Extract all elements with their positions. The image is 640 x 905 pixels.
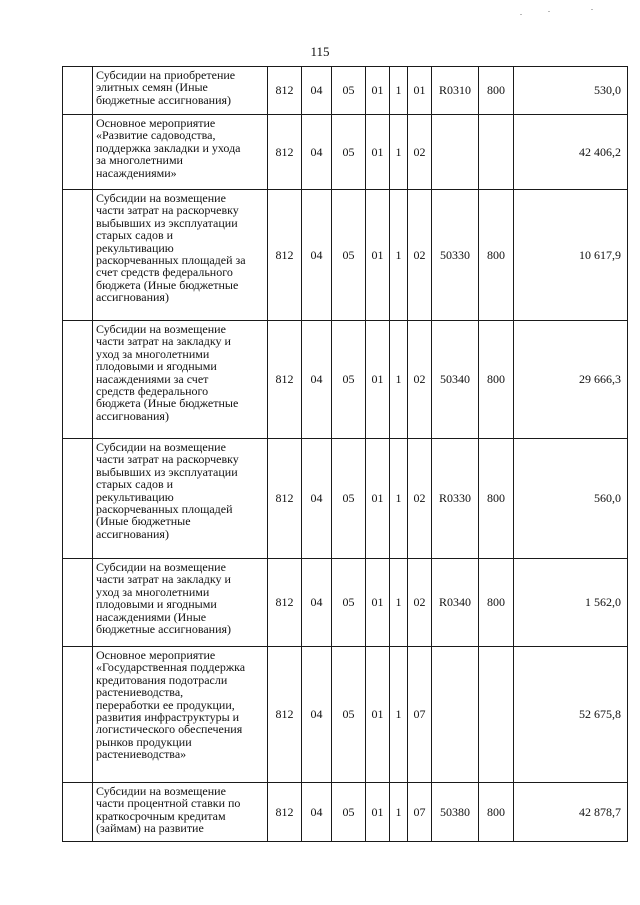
subprogram-code-cell: 1 [390,190,408,321]
event-code-cell: 07 [408,647,432,783]
direction-code-cell [432,647,479,783]
event-code-cell: 01 [408,67,432,115]
table-row [63,190,628,321]
section-code-cell: 04 [302,190,332,321]
subprogram-code-cell: 1 [390,647,408,783]
row-marker-cell [63,559,93,647]
expense-type-code-cell [479,115,514,190]
program-code-cell: 01 [366,321,390,439]
event-code-cell: 02 [408,190,432,321]
subsection-code-cell: 05 [332,647,366,783]
expense-name-cell: Субсидии на возмещение части затрат на раскорчевку выбывших из эксплуатации старых садов и рекультивацию раскорчеванных площадей (Иные бюджетные ассигнования) [93,439,268,559]
expense-name-cell: Субсидии на приобретение элитных семян (Иные бюджетные ассигнования) [93,67,268,115]
row-marker-cell [63,67,93,115]
scan-speck [591,9,593,10]
row-marker-cell [63,647,93,783]
subsection-code-cell: 05 [332,67,366,115]
section-code-cell: 04 [302,439,332,559]
amount-cell: 42 878,7 [514,783,628,842]
event-code-cell: 02 [408,439,432,559]
expense-type-code-cell: 800 [479,439,514,559]
section-code-cell: 04 [302,115,332,190]
event-code-cell: 02 [408,115,432,190]
subsection-code-cell: 05 [332,783,366,842]
event-code-cell: 07 [408,783,432,842]
direction-code-cell: 50330 [432,190,479,321]
amount-cell: 42 406,2 [514,115,628,190]
table-row [63,439,628,559]
program-code-cell: 01 [366,67,390,115]
expense-name-cell: Основное мероприятие «Государственная поддержка кредитования подотрасли растениеводства, переработки ее продукции, развития инфраструктуры и логистического обеспечения рынков продукции растениеводства» [93,647,268,783]
admin-code-cell: 812 [268,67,302,115]
table-body [63,67,628,842]
section-code-cell: 04 [302,67,332,115]
direction-code-cell: R0330 [432,439,479,559]
subsection-code-cell: 05 [332,321,366,439]
amount-cell: 530,0 [514,67,628,115]
section-code-cell: 04 [302,647,332,783]
subprogram-code-cell: 1 [390,439,408,559]
table-row [63,321,628,439]
direction-code-cell: R0310 [432,67,479,115]
table-row [63,647,628,783]
scan-speck [520,14,522,15]
amount-cell: 29 666,3 [514,321,628,439]
expense-name-cell: Субсидии на возмещение части затрат на раскорчевку выбывших из эксплуатации старых садов и рекультивацию раскорчеванных площадей за счет средств федерального бюджета (Иные бюджетные ассигнования) [93,190,268,321]
row-marker-cell [63,783,93,842]
section-code-cell: 04 [302,321,332,439]
table-row [63,67,628,115]
admin-code-cell: 812 [268,439,302,559]
admin-code-cell: 812 [268,321,302,439]
row-marker-cell [63,439,93,559]
program-code-cell: 01 [366,559,390,647]
subprogram-code-cell: 1 [390,115,408,190]
table-row [63,115,628,190]
expense-name-cell: Основное мероприятие «Развитие садоводства, поддержка закладки и ухода за многолетними насаждениями» [93,115,268,190]
admin-code-cell: 812 [268,559,302,647]
expense-name-cell: Субсидии на возмещение части затрат на закладку и уход за многолетними плодовыми и ягодными насаждениями за счет средств федерального бюджета (Иные бюджетные ассигнования) [93,321,268,439]
program-code-cell: 01 [366,439,390,559]
expense-type-code-cell: 800 [479,67,514,115]
scan-speck [548,11,550,12]
expense-type-code-cell: 800 [479,783,514,842]
program-code-cell: 01 [366,783,390,842]
subprogram-code-cell: 1 [390,321,408,439]
amount-cell: 10 617,9 [514,190,628,321]
expense-name-cell: Субсидии на возмещение части затрат на закладку и уход за многолетними плодовыми и ягодными насаждениями (Иные бюджетные ассигнования) [93,559,268,647]
direction-code-cell [432,115,479,190]
table-row [63,783,628,842]
subsection-code-cell: 05 [332,115,366,190]
row-marker-cell [63,190,93,321]
expense-type-code-cell: 800 [479,559,514,647]
subprogram-code-cell: 1 [390,559,408,647]
row-marker-cell [63,321,93,439]
amount-cell: 1 562,0 [514,559,628,647]
subsection-code-cell: 05 [332,190,366,321]
event-code-cell: 02 [408,321,432,439]
page-number: 115 [310,44,330,59]
admin-code-cell: 812 [268,115,302,190]
subprogram-code-cell: 1 [390,67,408,115]
direction-code-cell: 50380 [432,783,479,842]
amount-cell: 560,0 [514,439,628,559]
program-code-cell: 01 [366,647,390,783]
direction-code-cell: 50340 [432,321,479,439]
table-row [63,559,628,647]
direction-code-cell: R0340 [432,559,479,647]
admin-code-cell: 812 [268,647,302,783]
expense-type-code-cell [479,647,514,783]
section-code-cell: 04 [302,559,332,647]
program-code-cell: 01 [366,190,390,321]
amount-cell: 52 675,8 [514,647,628,783]
program-code-cell: 01 [366,115,390,190]
admin-code-cell: 812 [268,190,302,321]
expense-type-code-cell: 800 [479,190,514,321]
section-code-cell: 04 [302,783,332,842]
row-marker-cell [63,115,93,190]
expense-name-cell: Субсидии на возмещение части процентной ставки по краткосрочным кредитам (займам) на развитие [93,783,268,842]
subsection-code-cell: 05 [332,439,366,559]
subprogram-code-cell: 1 [390,783,408,842]
budget-table [62,66,628,842]
subsection-code-cell: 05 [332,559,366,647]
expense-type-code-cell: 800 [479,321,514,439]
admin-code-cell: 812 [268,783,302,842]
event-code-cell: 02 [408,559,432,647]
